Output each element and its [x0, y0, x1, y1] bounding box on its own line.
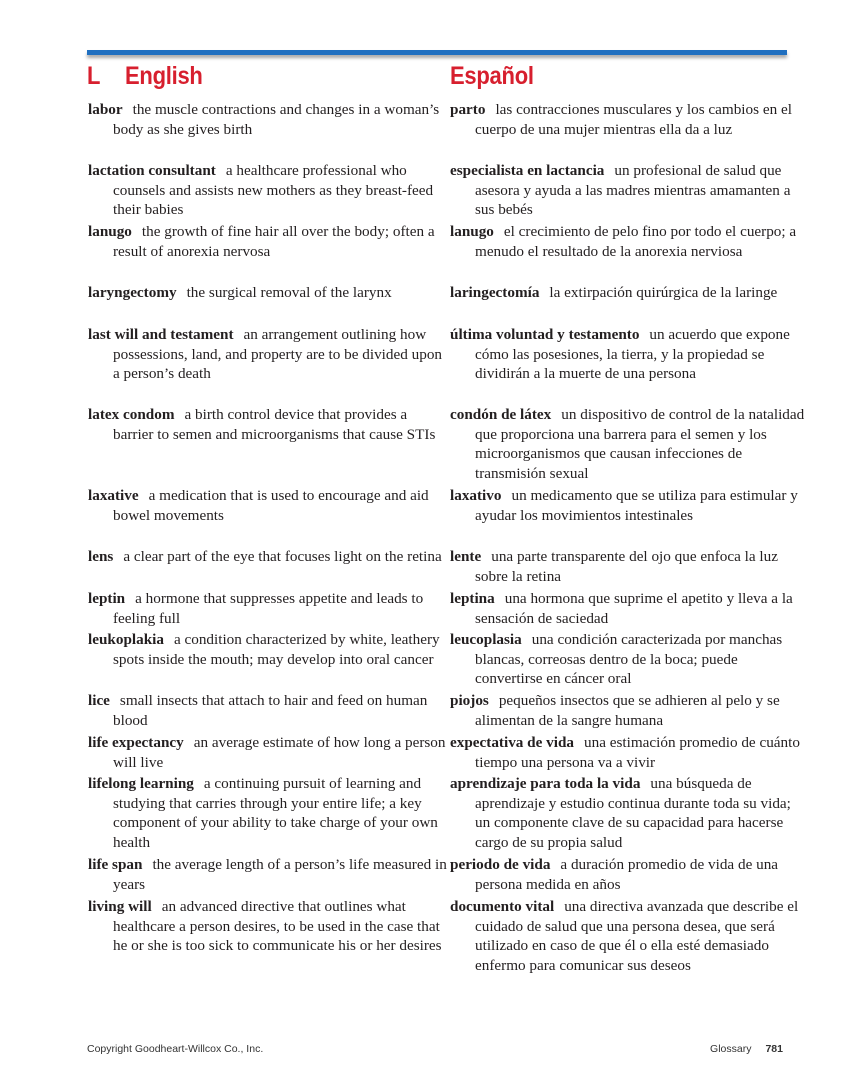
section-name: Glossary — [710, 1043, 752, 1055]
page-footer — [710, 1043, 783, 1055]
copyright: Copyright Goodheart-Willcox Co., Inc. — [87, 1043, 264, 1055]
term: aprendizaje para toda la vida — [450, 775, 641, 792]
header-rule — [87, 50, 787, 55]
english-entry — [88, 774, 451, 852]
term: living will — [88, 898, 152, 915]
definition: un medicamento que se utiliza para estimular y ayudar los movimientos intestinales — [475, 487, 798, 524]
definition: una condición caracterizada por manchas blancas, correosas dentro de la boca; puede convertirse en cáncer oral — [475, 631, 783, 688]
definition: the average length of a person’s life measured in years — [113, 856, 447, 893]
spanish-entry — [450, 100, 807, 139]
english-entry — [88, 222, 451, 261]
english-entry — [88, 325, 451, 384]
definition: a hormone that suppresses appetite and leads to feeling full — [113, 590, 424, 627]
english-entry — [88, 630, 451, 669]
definition: the growth of fine hair all over the body; often a result of anorexia nervosa — [113, 223, 435, 260]
section-letter: L — [87, 62, 101, 90]
english-entry — [88, 100, 451, 139]
english-entry — [88, 405, 451, 444]
english-entry — [88, 589, 451, 628]
english-entry — [88, 283, 451, 303]
definition: una estimación promedio de cuánto tiempo una persona va a vivir — [475, 734, 800, 771]
term: last will and testament — [88, 326, 234, 343]
spanish-entry — [450, 547, 807, 586]
term: lente — [450, 548, 482, 565]
term: especialista en lactancia — [450, 162, 605, 179]
spanish-entry — [450, 630, 807, 689]
spanish-entry — [450, 733, 807, 772]
definition: una hormona que suprime el apetito y lleva a la sensación de saciedad — [475, 590, 793, 627]
term: lanugo — [450, 223, 494, 240]
english-entry — [88, 733, 451, 772]
definition: a medication that is used to encourage and aid bowel movements — [113, 487, 429, 524]
term: leptina — [450, 590, 495, 607]
term: laringectomía — [450, 284, 540, 301]
spanish-heading: Español — [450, 62, 534, 90]
definition: the muscle contractions and changes in a woman’s body as she gives birth — [113, 101, 440, 138]
spanish-entry — [450, 405, 807, 483]
english-heading: English — [125, 62, 203, 90]
term: labor — [88, 101, 123, 118]
definition: an average estimate of how long a person will live — [113, 734, 446, 771]
term: lanugo — [88, 223, 132, 240]
term: periodo de vida — [450, 856, 551, 873]
spanish-entry — [450, 774, 807, 852]
term: documento vital — [450, 898, 555, 915]
spanish-entry — [450, 897, 807, 975]
spanish-entry — [450, 283, 807, 303]
term: leptin — [88, 590, 126, 607]
definition: the surgical removal of the larynx — [186, 284, 392, 301]
definition: una directiva avanzada que describe el cuidado de salud que una persona desea, que será utilizado en caso de que él o ella esté demasiado enfermo para comunicar sus deseos — [475, 898, 799, 974]
definition: un profesional de salud que asesora y ayuda a las madres mientras amamanten a sus bebés — [475, 162, 791, 219]
term: laryngectomy — [88, 284, 177, 301]
definition: la extirpación quirúrgica de la laringe — [549, 284, 778, 301]
term: expectativa de vida — [450, 734, 575, 751]
spanish-entry — [450, 589, 807, 628]
definition: an arrangement outlining how possessions, land, and property are to be divided upon a person’s death — [113, 326, 443, 383]
term: laxativo — [450, 487, 502, 504]
term: leucoplasia — [450, 631, 522, 648]
english-entry — [88, 897, 451, 956]
term: life expectancy — [88, 734, 184, 751]
definition: a duración promedio de vida de una persona medida en años — [475, 856, 779, 893]
definition: a birth control device that provides a barrier to semen and microorganisms that cause STIs — [113, 406, 436, 443]
english-entry — [88, 855, 451, 894]
definition: el crecimiento de pelo fino por todo el cuerpo; a menudo el resultado de la anorexia nerviosa — [475, 223, 797, 260]
english-entry — [88, 691, 451, 730]
definition: a healthcare professional who counsels and assists new mothers as they breast-feed their babies — [113, 162, 434, 219]
spanish-entry — [450, 855, 807, 894]
spanish-entry — [450, 691, 807, 730]
definition: pequeños insectos que se adhieren al pelo y se alimentan de la sangre humana — [475, 692, 780, 729]
definition: an advanced directive that outlines what healthcare a person desires, to be used in the case that he or she is too sick to communicate his or her desires — [113, 898, 442, 955]
definition: a condition characterized by white, leathery spots inside the mouth; may develop into oral cancer — [113, 631, 440, 668]
term: lens — [88, 548, 114, 565]
spanish-entry — [450, 486, 807, 525]
term: piojos — [450, 692, 489, 709]
spanish-entry — [450, 222, 807, 261]
term: condón de látex — [450, 406, 552, 423]
definition: un dispositivo de control de la natalidad que proporciona una barrera para el semen y los microorganismos que causan infecciones de transmisión sexual — [475, 406, 805, 482]
english-entry — [88, 161, 451, 220]
definition: a continuing pursuit of learning and studying that carries through your entire life; a key component of your ability to take charge of your own health — [113, 775, 438, 851]
term: parto — [450, 101, 486, 118]
definition: una búsqueda de aprendizaje y estudio continua durante toda su vida; un componente clave de su capacidad para hacerse cargo de su propia salud — [475, 775, 791, 851]
definition: un acuerdo que expone cómo las posesiones, la tierra, y la propiedad se dividirán a la muerte de una persona — [475, 326, 790, 383]
page-number: 781 — [765, 1043, 783, 1055]
term: life span — [88, 856, 143, 873]
definition: una parte transparente del ojo que enfoca la luz sobre la retina — [475, 548, 778, 585]
term: leukoplakia — [88, 631, 164, 648]
term: lice — [88, 692, 110, 709]
term: lifelong learning — [88, 775, 194, 792]
english-entry — [88, 547, 451, 567]
definition: small insects that attach to hair and feed on human blood — [113, 692, 428, 729]
spanish-entry — [450, 325, 807, 384]
spanish-entry — [450, 161, 807, 220]
definition: las contracciones musculares y los cambios en el cuerpo de una mujer mientras ella da a luz — [475, 101, 792, 138]
term: latex condom — [88, 406, 175, 423]
english-entry — [88, 486, 451, 525]
term: última voluntad y testamento — [450, 326, 640, 343]
term: lactation consultant — [88, 162, 216, 179]
term: laxative — [88, 487, 139, 504]
definition: a clear part of the eye that focuses light on the retina — [123, 548, 442, 565]
